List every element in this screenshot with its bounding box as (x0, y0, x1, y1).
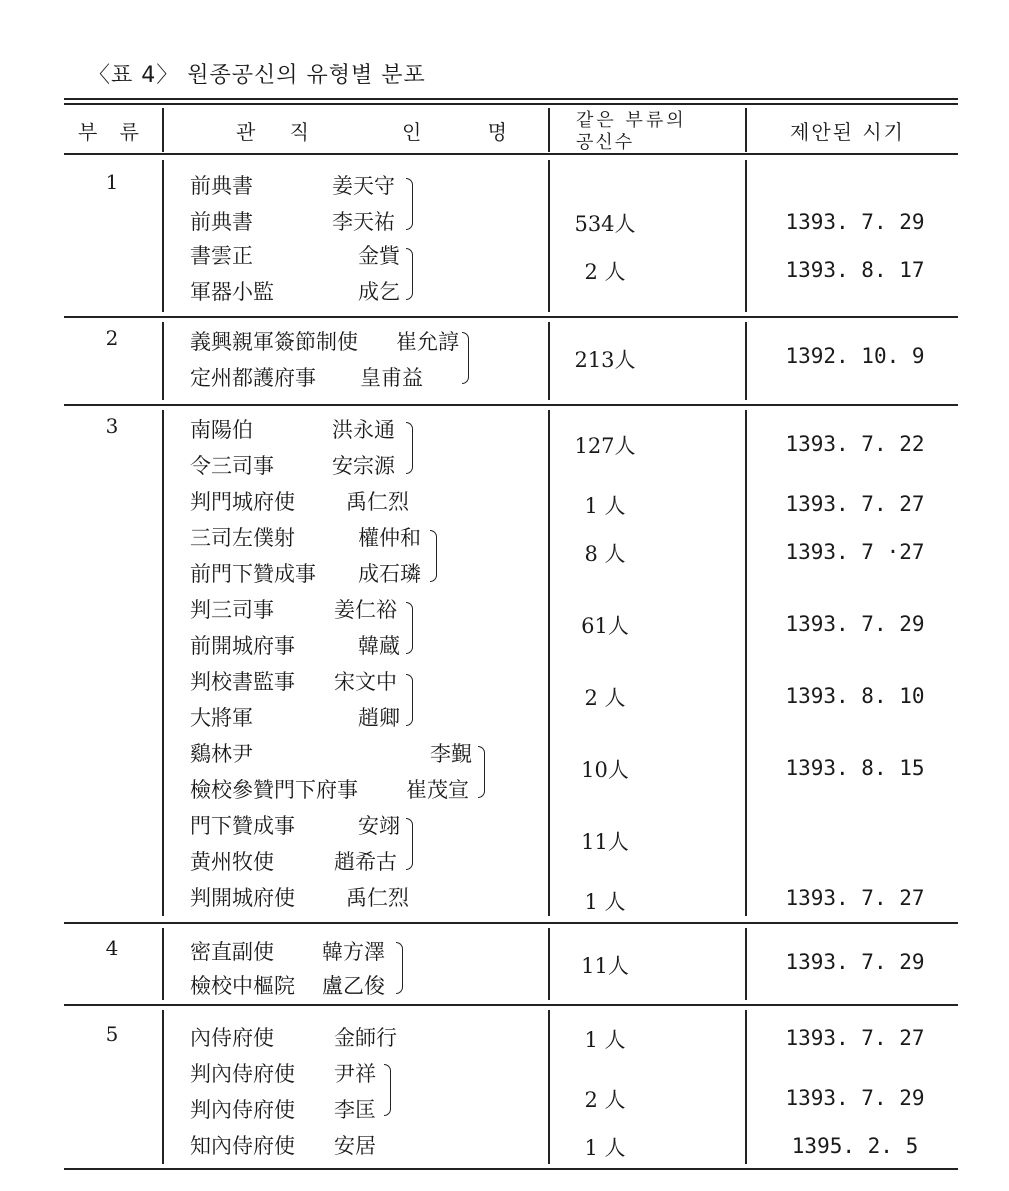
group-brace (384, 1064, 391, 1116)
col-divider (548, 108, 550, 152)
group-label: 1 (105, 170, 119, 194)
col-divider (162, 322, 164, 400)
office-title: 義興親軍簽節制使 (190, 330, 358, 354)
group-brace (462, 332, 469, 384)
col-divider (162, 1010, 164, 1164)
group-brace (406, 248, 413, 300)
person-name: 成乞 (358, 280, 400, 304)
col-divider (745, 322, 747, 400)
col-divider (548, 322, 550, 400)
group-brace (478, 746, 485, 798)
person-name: 安翊 (358, 814, 400, 838)
person-name: 崔茂宣 (406, 778, 469, 802)
office-title: 南陽伯 (190, 418, 253, 442)
proposed-date: 1393. 7. 27 (785, 1026, 925, 1050)
person-name: 成石璘 (358, 562, 421, 586)
group-brace (406, 674, 413, 726)
person-name: 尹祥 (334, 1062, 376, 1086)
office-title: 內侍府使 (190, 1026, 274, 1050)
same-count: 8 人 (584, 542, 626, 566)
proposed-date: 1393. 8. 17 (785, 258, 925, 282)
person-name: 李天祐 (332, 210, 395, 234)
proposed-date: 1393. 7. 29 (785, 210, 925, 234)
col-divider (162, 160, 164, 312)
col-divider (548, 1010, 550, 1164)
col-divider (745, 160, 747, 312)
col-divider (162, 108, 164, 152)
office-title: 定州都護府事 (190, 366, 316, 390)
group-brace (430, 530, 437, 582)
office-title: 判門城府使 (190, 490, 295, 514)
group-brace (396, 942, 403, 994)
group-rule (64, 922, 958, 924)
person-name: 禹仁烈 (346, 886, 409, 910)
office-title: 判內侍府使 (190, 1098, 295, 1122)
top-rule-inner (64, 103, 958, 105)
proposed-date: 1393. 7. 22 (785, 432, 925, 456)
proposed-date: 1393. 7. 27 (785, 886, 925, 910)
office-title: 檢校中樞院 (190, 974, 295, 998)
person-name: 李覲 (430, 742, 472, 766)
person-name: 權仲和 (358, 526, 421, 550)
header-category: 부 류 (78, 120, 147, 144)
group-label: 5 (105, 1022, 119, 1046)
col-divider (548, 928, 550, 1000)
person-name: 洪永通 (332, 418, 395, 442)
office-title: 判三司事 (190, 598, 274, 622)
person-name: 宋文中 (334, 670, 397, 694)
office-title: 前典書 (190, 210, 253, 234)
group-brace (406, 422, 413, 474)
group-label: 2 (105, 326, 119, 350)
header-same-count-2: 공신수 (576, 132, 635, 153)
proposed-date: 1393. 7. 29 (785, 612, 925, 636)
bottom-rule (64, 1168, 958, 1170)
group-brace (406, 818, 413, 870)
person-name: 安居 (334, 1134, 376, 1158)
col-divider (745, 1010, 747, 1164)
same-count: 2 人 (584, 686, 626, 710)
col-divider (162, 410, 164, 916)
header-proposed-date: 제안된 시기 (790, 120, 905, 144)
col-divider (548, 160, 550, 312)
person-name: 金師行 (334, 1026, 397, 1050)
office-title: 大將軍 (190, 706, 253, 730)
person-name: 姜仁裕 (334, 598, 397, 622)
office-title: 密直副使 (190, 940, 274, 964)
person-name: 盧乙俊 (322, 974, 385, 998)
proposed-date: 1392. 10. 9 (785, 344, 925, 368)
proposed-date: 1393. 7. 29 (785, 1086, 925, 1110)
same-count: 61人 (581, 614, 629, 638)
col-divider (745, 928, 747, 1000)
person-name: 李匡 (334, 1098, 376, 1122)
group-brace (406, 178, 413, 230)
same-count: 1 人 (584, 890, 626, 914)
header-same-count: 같은 부류의 (576, 110, 687, 131)
same-count: 213人 (574, 348, 636, 372)
proposed-date: 1393. 7 ·27 (785, 540, 925, 564)
table-caption: 〈표 4〉 원종공신의 유형별 분포 (88, 63, 426, 88)
header-rule (64, 153, 958, 155)
header-person: 인 명 (402, 120, 537, 144)
office-title: 前開城府事 (190, 634, 295, 658)
office-title: 知內侍府使 (190, 1134, 295, 1158)
group-label: 4 (105, 936, 119, 960)
person-name: 崔允諄 (396, 330, 459, 354)
same-count: 1 人 (584, 1028, 626, 1052)
person-name: 禹仁烈 (346, 490, 409, 514)
group-label: 3 (105, 414, 119, 438)
person-name: 皇甫益 (360, 366, 423, 390)
group-rule (64, 404, 958, 406)
proposed-date: 1393. 8. 10 (785, 684, 925, 708)
col-divider (745, 108, 747, 152)
top-rule (64, 98, 958, 100)
person-name: 安宗源 (332, 454, 395, 478)
same-count: 2 人 (584, 1088, 626, 1112)
group-rule (64, 316, 958, 318)
office-title: 軍器小監 (190, 280, 274, 304)
col-divider (745, 410, 747, 916)
office-title: 令三司事 (190, 454, 274, 478)
same-count: 534人 (574, 212, 636, 236)
header-office: 관 직 (236, 120, 323, 144)
proposed-date: 1393. 7. 29 (785, 950, 925, 974)
proposed-date: 1393. 7. 27 (785, 492, 925, 516)
office-title: 鷄林尹 (190, 742, 253, 766)
office-title: 黄州牧使 (190, 850, 274, 874)
same-count: 127人 (574, 434, 636, 458)
office-title: 書雲正 (190, 244, 253, 268)
person-name: 趙卿 (358, 706, 400, 730)
person-name: 金貲 (358, 244, 400, 268)
proposed-date: 1395. 2. 5 (791, 1134, 919, 1158)
office-title: 判開城府使 (190, 886, 295, 910)
office-title: 判內侍府使 (190, 1062, 295, 1086)
person-name: 趙希古 (334, 850, 397, 874)
office-title: 前典書 (190, 174, 253, 198)
same-count: 10人 (581, 758, 629, 782)
office-title: 門下贊成事 (190, 814, 295, 838)
same-count: 1 人 (584, 1136, 626, 1160)
office-title: 三司左僕射 (190, 526, 295, 550)
office-title: 前門下贊成事 (190, 562, 316, 586)
col-divider (162, 928, 164, 1000)
group-brace (406, 602, 413, 654)
group-rule (64, 1004, 958, 1006)
office-title: 判校書監事 (190, 670, 295, 694)
person-name: 姜天守 (332, 174, 395, 198)
office-title: 檢校參贊門下府事 (190, 778, 358, 802)
same-count: 11人 (581, 954, 629, 978)
proposed-date: 1393. 8. 15 (785, 756, 925, 780)
col-divider (548, 410, 550, 916)
same-count: 2 人 (584, 260, 626, 284)
person-name: 韓方澤 (322, 940, 385, 964)
person-name: 韓蔵 (358, 634, 400, 658)
same-count: 11人 (581, 830, 629, 854)
same-count: 1 人 (584, 494, 626, 518)
